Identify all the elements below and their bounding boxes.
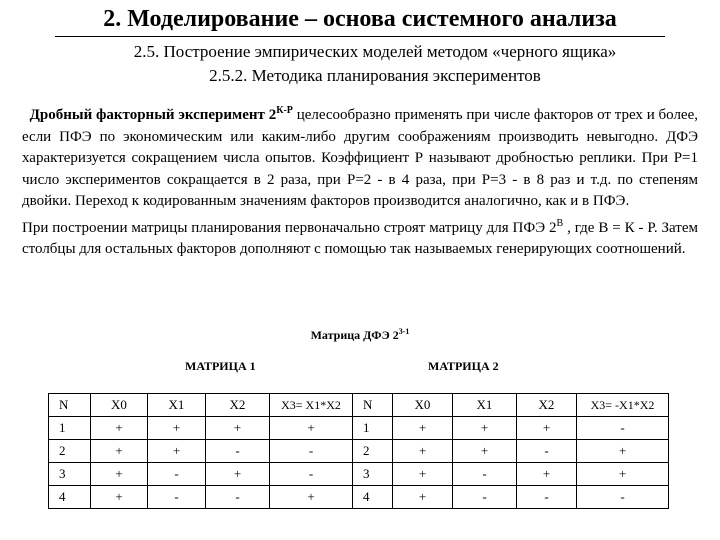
table-cell: - — [453, 463, 517, 486]
table-cell: + — [206, 417, 270, 440]
table-cell: + — [91, 463, 148, 486]
table-cell: + — [91, 417, 148, 440]
table-cell: + — [577, 463, 669, 486]
matrix-title-text: Матрица ДФЭ 2 — [310, 328, 399, 342]
table-cell: + — [206, 463, 270, 486]
table-cell: - — [517, 440, 577, 463]
table-cell: 3 — [353, 463, 393, 486]
table-header-cell: X2 — [517, 394, 577, 417]
table-cell: - — [577, 417, 669, 440]
table-row — [49, 486, 669, 509]
table-cell: + — [577, 440, 669, 463]
paragraph-2-sup: В — [556, 217, 564, 229]
table-cell: + — [91, 440, 148, 463]
paragraph-1-lead: Дробный факторный эксперимент 2 — [29, 107, 277, 123]
table-cell: - — [453, 486, 517, 509]
table-cell: - — [270, 463, 353, 486]
matrix-title — [0, 327, 720, 343]
table-cell: - — [270, 440, 353, 463]
table-cell: + — [453, 440, 517, 463]
paragraph-1-rest: целесообразно применять при числе факторов от трех и более, если ПФЭ по экономическим или каким-либо другим соображениям производить невыгодно. ДФЭ характеризуется сокращением числа опытов. Коэффициент Р называют дробностью реплики. При Р=1 число экспериментов сокращается в 2 раза, при Р=2 - в 4 раза, при Р=3 - в 8 раз и т.д. по степеням двойки. Переход к кодированным значениям факторов производится аналогично, как и в ПФЭ. — [22, 107, 698, 209]
matrix-1-label: МАТРИЦА 1 — [185, 359, 256, 373]
table-header-cell: X0 — [393, 394, 453, 417]
table-cell: + — [270, 486, 353, 509]
table-header-cell: N — [353, 394, 393, 417]
table-cell: + — [270, 417, 353, 440]
table-cell: + — [453, 417, 517, 440]
table-header-cell: X2 — [206, 394, 270, 417]
page-title: 2. Моделирование – основа системного анализа — [103, 6, 617, 32]
subtitle-section: 2.5. Построение эмпирических моделей методом «черного ящика» — [133, 42, 617, 61]
paragraph-2-b: , где В = К - Р. Затем столбцы для остальных факторов дополняют с помощью так называемых генерирующих соотношений. — [22, 219, 698, 257]
table-cell: + — [393, 440, 453, 463]
table-cell: - — [148, 463, 206, 486]
table-cell: 3 — [49, 463, 91, 486]
table-cell: - — [517, 486, 577, 509]
paragraph-1-sup: К-Р — [276, 105, 293, 116]
table-header-row — [49, 394, 669, 417]
table-cell: - — [206, 440, 270, 463]
paragraph-2-a: При построении матрицы планирования первоначально строят матрицу для ПФЭ 2 — [22, 219, 557, 236]
table-cell: 2 — [49, 440, 91, 463]
subtitle-subsection: 2.5.2. Методика планирования экспериментов — [209, 66, 541, 85]
table-cell: 4 — [49, 486, 91, 509]
table-cell: + — [393, 486, 453, 509]
title-underline — [55, 36, 665, 37]
table-cell: + — [517, 417, 577, 440]
table-cell: + — [393, 417, 453, 440]
table-cell: - — [577, 486, 669, 509]
table-cell: + — [393, 463, 453, 486]
table-row — [49, 440, 669, 463]
table-header-cell: X1 — [453, 394, 517, 417]
table-cell: - — [148, 486, 206, 509]
body-text — [22, 100, 698, 261]
design-matrix-table — [48, 393, 669, 509]
paragraph-1 — [22, 100, 698, 213]
table-header-cell: X0 — [91, 394, 148, 417]
paragraph-2 — [22, 213, 698, 261]
table-header-cell: X1 — [148, 394, 206, 417]
matrix-2-label: МАТРИЦА 2 — [428, 359, 499, 373]
table-cell: 1 — [353, 417, 393, 440]
table-header-cell: X3= X1*X2 — [270, 394, 353, 417]
table-cell: - — [206, 486, 270, 509]
table-row — [49, 417, 669, 440]
table-row — [49, 463, 669, 486]
table-cell: + — [517, 463, 577, 486]
table-cell: + — [148, 440, 206, 463]
table-header-cell: X3= -X1*X2 — [577, 394, 669, 417]
table-cell: 1 — [49, 417, 91, 440]
table-cell: 2 — [353, 440, 393, 463]
table-header-cell: N — [49, 394, 91, 417]
table-cell: + — [148, 417, 206, 440]
table-cell: + — [91, 486, 148, 509]
matrix-title-sup: 3-1 — [398, 327, 410, 336]
table-cell: 4 — [353, 486, 393, 509]
